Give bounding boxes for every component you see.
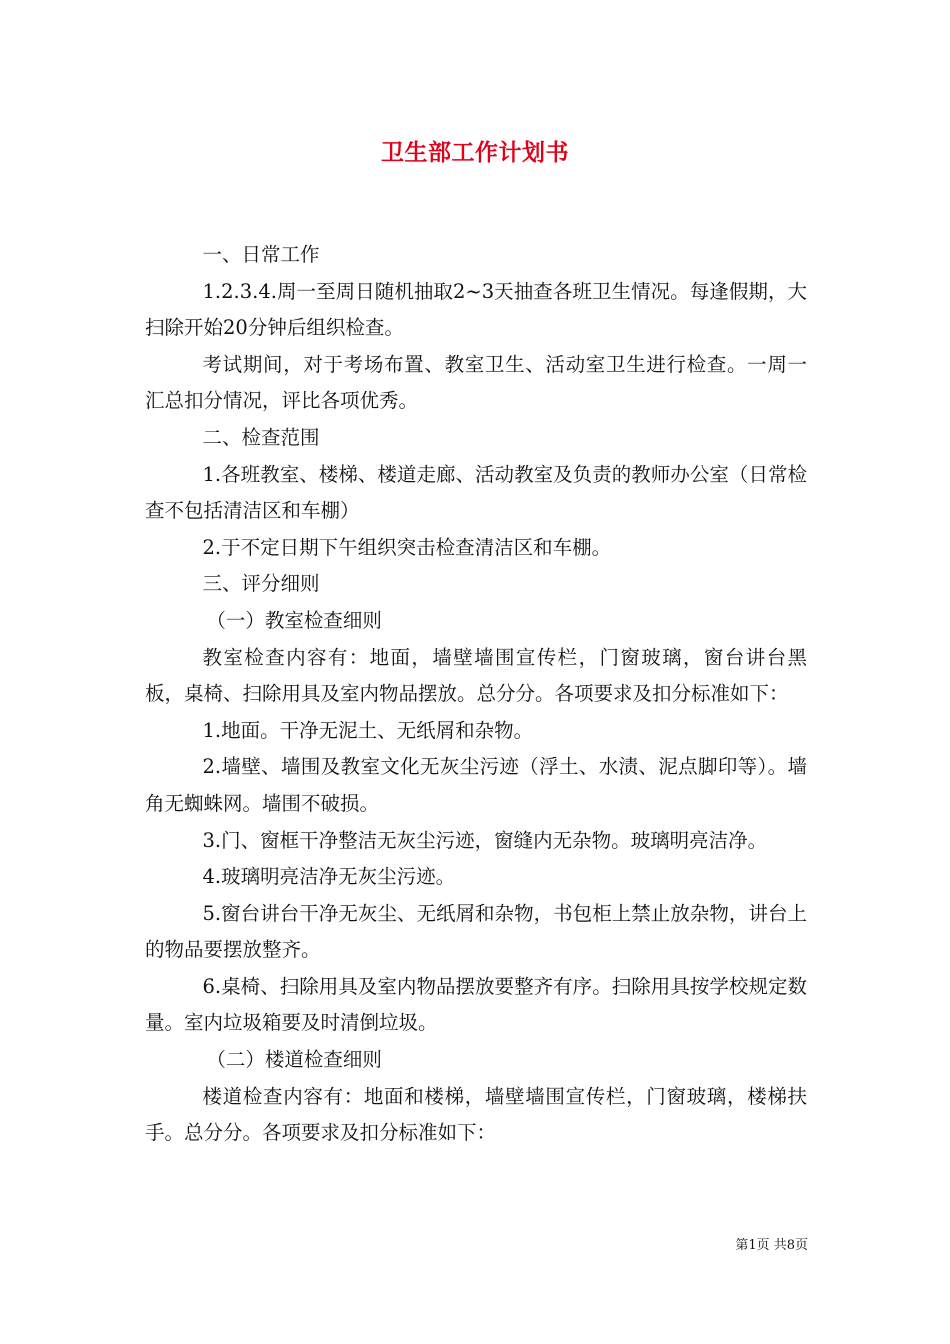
document-body (145, 237, 807, 1152)
page-number: 第1页 共8页 (735, 1238, 808, 1253)
document-title: 卫生部工作计划书 (381, 139, 569, 166)
paragraph: 2.于不定日期下午组织突击检查清洁区和车棚。 (202, 535, 612, 559)
section-heading-inspection-scope: 二、检查范围 (202, 425, 320, 449)
subsection-heading-classroom: （一）教室检查细则 (206, 608, 382, 632)
paragraph: 1.各班教室、楼梯、楼道走廊、活动教室及负责的教师办公室（日常检查不包括清洁区和车棚） (145, 462, 807, 523)
section-heading-scoring-rules: 三、评分细则 (202, 572, 320, 596)
list-item: 1.地面。干净无泥土、无纸屑和杂物。 (202, 718, 534, 742)
list-item: 2.墙壁、墙围及教室文化无灰尘污迹（浮土、水渍、泥点脚印等）。墙角无蜘蛛网。墙围不破损。 (145, 755, 807, 815)
list-item: 6.桌椅、扫除用具及室内物品摆放要整齐有序。扫除用具按学校规定数量。室内垃圾箱要及时清倒垃圾。 (145, 974, 807, 1035)
paragraph: 1.2.3.4.周一至周日随机抽取2~3天抽查各班卫生情况。每逢假期，大扫除开始20分钟后组织检查。 (145, 279, 807, 340)
paragraph: 考试期间，对于考场布置、教室卫生、活动室卫生进行检查。一周一汇总扣分情况，评比各项优秀。 (145, 352, 807, 413)
subsection-heading-corridor: （二）楼道检查细则 (206, 1048, 382, 1072)
paragraph: 教室检查内容有：地面，墙壁墙围宣传栏，门窗玻璃，窗台讲台黑板，桌椅、扫除用具及室内物品摆放。总分分。各项要求及扣分标准如下： (145, 645, 807, 706)
list-item: 5.窗台讲台干净无灰尘、无纸屑和杂物，书包柜上禁止放杂物，讲台上的物品要摆放整齐。 (145, 901, 807, 962)
list-item: 4.玻璃明亮洁净无灰尘污迹。 (202, 865, 456, 889)
list-item: 3.门、窗框干净整洁无灰尘污迹，窗缝内无杂物。玻璃明亮洁净。 (202, 828, 768, 852)
section-heading-daily-work: 一、日常工作 (202, 243, 320, 266)
paragraph: 楼道检查内容有：地面和楼梯，墙壁墙围宣传栏，门窗玻璃，楼梯扶手。总分分。各项要求及扣分标准如下： (145, 1084, 807, 1145)
